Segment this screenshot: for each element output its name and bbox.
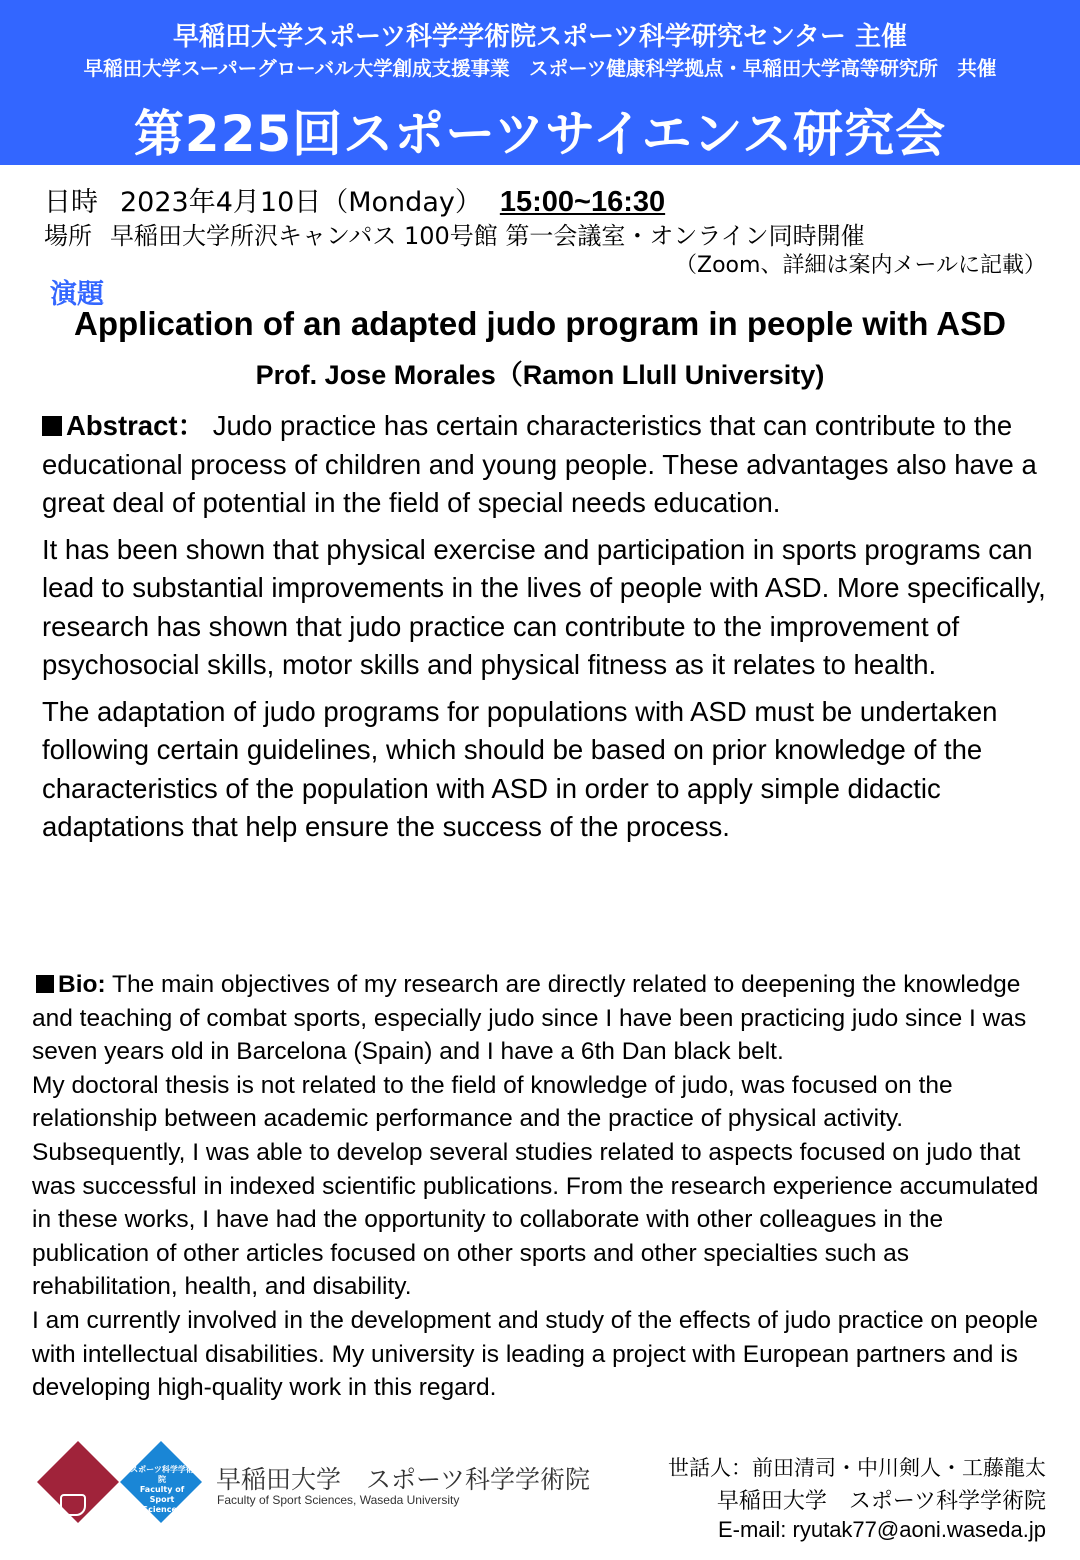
place-value: 早稲田大学所沢キャンパス 100号館 第一会議室・オンライン同時開催: [110, 222, 865, 250]
bio-paragraph: [32, 968, 1057, 1069]
date-value: 2023年4月10日（Monday）: [120, 187, 482, 218]
bio-section: [32, 968, 1057, 1405]
abstract-paragraph: It has been shown that physical exercise and participation in sports programs can lead to substantial improvements in the lives of people with ASD. More specifically, research has shown that judo practice can contribute to the improvement of psychosocial skills, motor skills and physical fitness as it relates to health.: [42, 533, 1046, 680]
square-bullet-icon: [36, 975, 54, 993]
organizers: 世話人：前田清司・中川剣人・工藤龍太: [668, 1456, 1046, 1480]
speaker-name: Prof. Jose Morales（Ramon Llull University): [255, 360, 825, 390]
abstract-section: [42, 407, 1052, 855]
place-row: [44, 216, 865, 251]
faculty-badge-text: スポーツ科学学術院 Faculty of Sport Sciences: [130, 1465, 194, 1514]
date-label: 日時: [44, 187, 98, 218]
faculty-name-jp: 早稲田大学 スポーツ科学学術院: [216, 1465, 591, 1494]
bio-paragraph: I am currently involved in the development and study of the effects of judo practice on people with intellectual disabilities. My university is leading a project with European partners and is developing high-quality work in this regard.: [32, 1306, 1039, 1402]
date-row: [44, 180, 665, 219]
place-note: （Zoom、詳細は案内メールに記載）: [675, 253, 1046, 278]
university-logo: [34, 1438, 244, 1528]
abstract-text: Judo practice has certain characteristics that can contribute to the educational process of children and young people. These advantages also have a great deal of potential in the field of special needs education.: [42, 410, 1037, 518]
crest-icon: [60, 1494, 86, 1516]
bio-label: Bio:: [58, 971, 106, 998]
host-line: 早稲田大学スポーツ科学学術院スポーツ科学研究センター 主催: [173, 22, 907, 52]
organizer-affiliation: 早稲田大学 スポーツ科学学術院: [716, 1489, 1046, 1514]
header-banner: [0, 0, 1080, 165]
contact-email: E-mail: ryutak77@aoni.waseda.jp: [717, 1517, 1046, 1542]
bio-paragraph: My doctoral thesis is not related to the field of knowledge of judo, was focused on the relationship between academic performance and the practice of physical activity. Subsequently, I was able to develop several studies related to aspects focused on judo that was successful in indexed scientific publications. From the research experience accumulated in these works, I have had the opportunity to collaborate with other colleagues in the publication of other articles focused on other sports and other specialties such as rehabilitation, health, and disability.: [32, 1071, 1039, 1301]
topic-label: 演題: [50, 279, 104, 310]
bio-text: The main objectives of my research are directly related to deepening the knowledge and teaching of combat sports, especially judo since I have been practicing judo since I was seven years old in Barcelona (Spain) and I have a 6th Dan black belt.: [32, 971, 1027, 1066]
faculty-name-en: Faculty of Sport Sciences, Waseda University: [217, 1493, 460, 1507]
talk-title: Application of an adapted judo program in people with ASD: [74, 305, 1006, 342]
square-bullet-icon: [42, 416, 62, 436]
place-label: 場所: [44, 222, 92, 250]
abstract-paragraph: [42, 407, 1052, 523]
event-title: 第225回スポーツサイエンス研究会: [133, 105, 947, 163]
time-value: 15:00~16:30: [499, 186, 666, 218]
abstract-paragraph: The adaptation of judo programs for populations with ASD must be undertaken following certain guidelines, which should be based on prior knowledge of the characteristics of the population with ASD in order to apply simple didactic adaptations that help ensure the success of the process.: [42, 695, 998, 842]
abstract-label: Abstract：: [66, 410, 206, 441]
cohost-line: 早稲田大学スーパーグローバル大学創成支援事業 スポーツ健康科学拠点・早稲田大学高等研究所 共催: [83, 57, 997, 80]
